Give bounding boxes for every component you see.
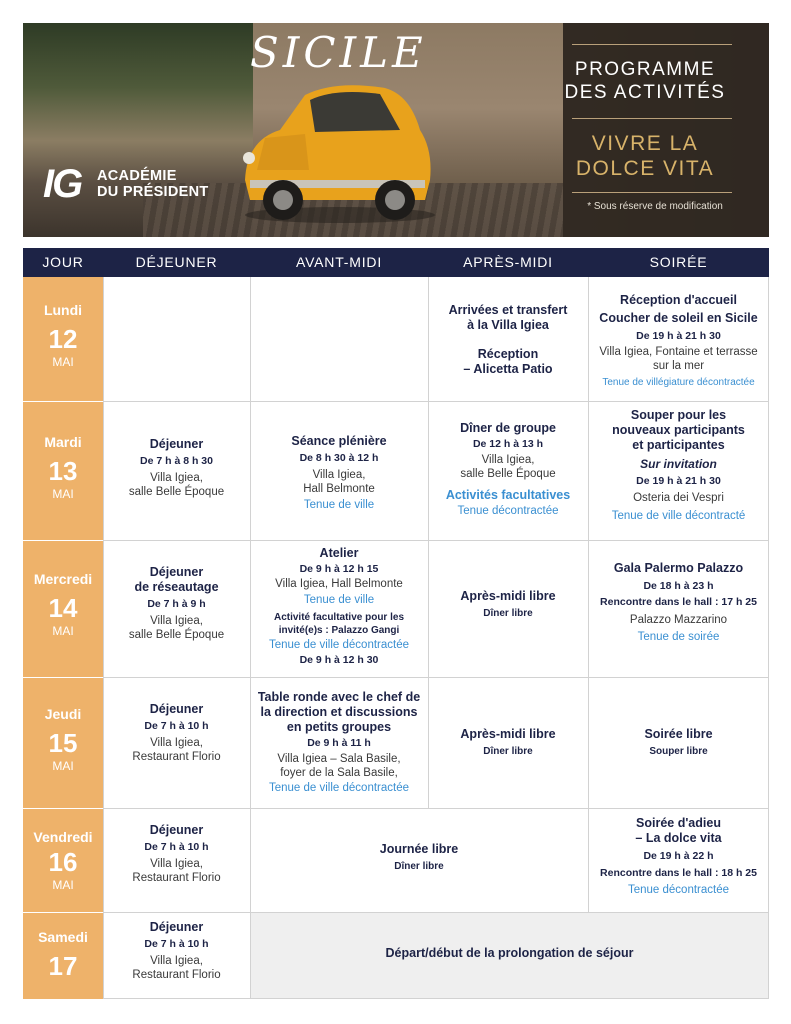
table-header [23,248,769,277]
col-header-jour: JOUR [42,254,84,270]
program-title: PROGRAMME DES ACTIVITÉS [564,59,726,103]
logo-text: ACADÉMIE DU PRÉSIDENT [97,168,209,200]
vendredi-journee: Journée libre Dîner libre [379,842,459,872]
tagline: VIVRE LA DOLCE VITA [575,132,715,180]
samedi-depart: Départ/début de la prolongation de séjour [385,946,634,960]
disclaimer-note: * Sous réserve de modification [587,201,723,212]
academy-logo [43,162,223,210]
col-header-soiree: SOIRÉE [649,254,708,270]
mardi-dejeuner: Déjeuner De 7 h à 8 h 30 Villa Igiea, salle Belle Époque [128,437,225,498]
jeudi-avant-midi: Table ronde avec le chef de la direction et discussions en petits groupes De 9 h à 11 h Villa Igiea – Sala Basile, foyer de la Sala Basile, Tenue de ville décontractée [257,690,421,794]
jeudi-apres-midi: Après-midi libre Dîner libre [460,727,556,757]
col-header-avant-midi: AVANT-MIDI [295,254,383,270]
mardi-apres-midi: Dîner de groupe De 12 h à 13 h Villa Igiea, salle Belle Époque Activités facultatives Tenue décontractée [445,421,571,517]
day-jeudi: Jeudi 15 MAI [44,706,82,773]
divider [572,118,732,119]
mardi-avant-midi: Séance plénière De 8 h 30 à 12 h Villa Igiea, Hall Belmonte Tenue de ville [291,434,387,511]
divider [572,44,732,45]
mercredi-soiree: Gala Palermo Palazzo De 18 h à 23 h Rencontre dans le hall : 17 h 25 Palazzo Mazzarino Tenue de soirée [600,561,757,643]
day-vendredi: Vendredi 16 MAI [33,829,93,892]
day-samedi: Samedi 17 [38,929,88,981]
day-mardi: Mardi 13 MAI [44,434,82,501]
divider [572,192,732,193]
ig-logo-mark: IG [43,162,82,206]
mercredi-dejeuner: Déjeuner de réseautage De 7 h à 9 h Villa Igiea, salle Belle Époque [128,565,225,641]
col-header-dejeuner: DÉJEUNER [135,254,218,270]
mardi-soiree: Souper pour les nouveaux participants et participantes Sur invitation De 19 h à 21 h 30 Osteria dei Vespri Tenue de ville décontracté [611,408,746,522]
lundi-soiree: Réception d'accueil Coucher de soleil en Sicile De 19 h à 21 h 30 Villa Igiea, Fontaine et terrasse sur la mer Tenue de villégiature décontractée [599,293,758,388]
lundi-apres-midi: Arrivées et transfert à la Villa Igiea Réception – Alicetta Patio [448,303,568,376]
samedi-dejeuner: Déjeuner De 7 h à 10 h Villa Igiea, Restaurant Florio [132,920,221,981]
day-mercredi: Mercredi 14 MAI [33,571,93,638]
vendredi-dejeuner: Déjeuner De 7 h à 10 h Villa Igiea, Restaurant Florio [132,823,221,884]
mercredi-avant-midi: Atelier De 9 h à 12 h 15 Villa Igiea, Hall Belmonte Tenue de ville Activité facultative pour les invité(e)s : Palazzo Gangi Tenue de ville décontractée De 9 h à 12 h 30 [268,546,409,666]
mercredi-apres-midi: Après-midi libre Dîner libre [460,589,556,619]
jeudi-soiree: Soirée libre Souper libre [644,727,713,757]
vendredi-soiree: Soirée d'adieu – La dolce vita De 19 h à 22 h Rencontre dans le hall : 18 h 25 Tenue décontractée [600,816,757,896]
col-header-apres-midi: APRÈS-MIDI [463,254,553,270]
banner-title: SICILE [250,28,427,77]
jeudi-dejeuner: Déjeuner De 7 h à 10 h Villa Igiea, Restaurant Florio [132,702,221,763]
day-lundi: Lundi 12 MAI [43,302,83,369]
